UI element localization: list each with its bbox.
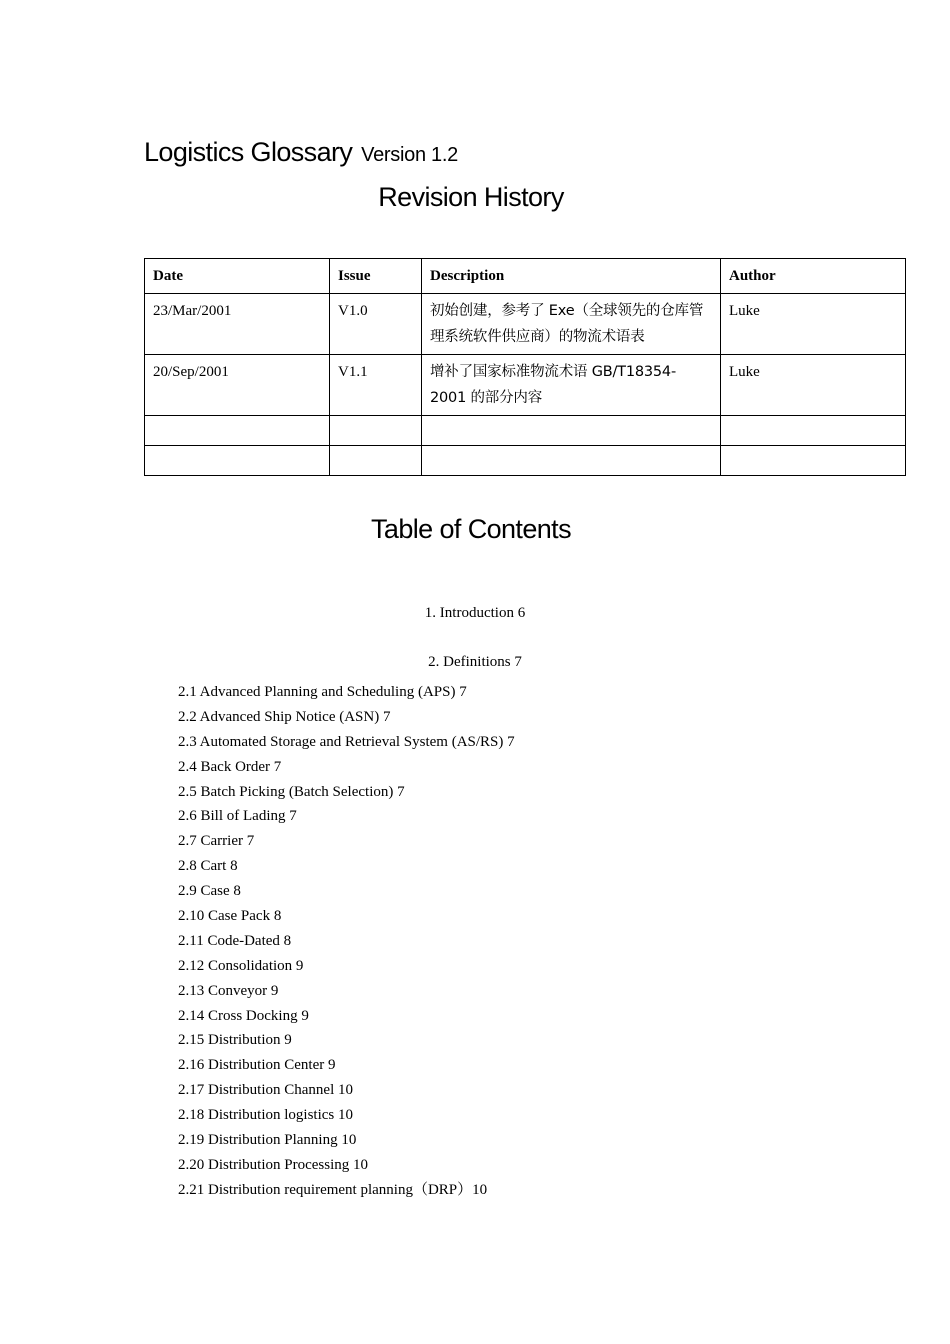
cell-empty: [422, 416, 721, 446]
cell-issue: V1.1: [330, 355, 422, 416]
cell-empty: [330, 446, 422, 476]
revision-history-heading: Revision History: [378, 182, 564, 212]
toc-entry[interactable]: 2.11 Code-Dated 8: [178, 932, 292, 949]
toc-entry[interactable]: 2.16 Distribution Center 9: [178, 1057, 336, 1074]
version-text: Version 1.2: [361, 144, 458, 166]
toc-entry[interactable]: 2.21 Distribution requirement planning（DRP）10: [178, 1181, 488, 1198]
toc-entry[interactable]: 2.9 Case 8: [178, 883, 241, 900]
toc-entry[interactable]: 2.2 Advanced Ship Notice (ASN) 7: [178, 708, 391, 725]
toc-entry[interactable]: 2.7 Carrier 7: [178, 833, 255, 850]
table-row-empty: [145, 416, 906, 446]
toc-heading: Table of Contents: [371, 514, 571, 544]
toc-entry[interactable]: 2.18 Distribution logistics 10: [178, 1107, 354, 1124]
toc-entry[interactable]: 2.4 Back Order 7: [178, 758, 282, 775]
revision-history-table: [144, 258, 906, 476]
toc-entry[interactable]: 2.6 Bill of Lading 7: [178, 808, 297, 825]
table-row: [145, 294, 906, 355]
column-header-description: Description: [422, 259, 721, 294]
cell-author: Luke: [721, 294, 906, 355]
toc-entry[interactable]: 2.15 Distribution 9: [178, 1032, 292, 1049]
cell-empty: [145, 416, 330, 446]
cell-empty: [721, 446, 906, 476]
document-title: [144, 132, 458, 169]
cell-author: Luke: [721, 355, 906, 416]
cell-issue: V1.0: [330, 294, 422, 355]
toc-subentry-list: [178, 682, 515, 1205]
cell-date: 23/Mar/2001: [145, 294, 330, 355]
toc-entry-introduction[interactable]: 1. Introduction 6: [424, 605, 526, 621]
cell-empty: [145, 446, 330, 476]
toc-entry[interactable]: 2.20 Distribution Processing 10: [178, 1156, 368, 1173]
toc-entry[interactable]: 2.19 Distribution Planning 10: [178, 1132, 357, 1149]
cell-description: 增补了国家标准物流术语 GB/T18354-2001 的部分内容: [422, 355, 721, 416]
column-header-author: Author: [721, 259, 906, 294]
toc-entry[interactable]: 2.1 Advanced Planning and Scheduling (APS) 7: [178, 684, 467, 700]
cell-date: 20/Sep/2001: [145, 355, 330, 416]
table-row-empty: [145, 446, 906, 476]
cell-empty: [422, 446, 721, 476]
toc-entry-definitions[interactable]: 2. Definitions 7: [428, 654, 522, 670]
column-header-date: Date: [145, 259, 330, 294]
title-text: Logistics Glossary: [144, 137, 353, 167]
toc-entry[interactable]: 2.14 Cross Docking 9: [178, 1007, 309, 1024]
column-header-issue: Issue: [330, 259, 422, 294]
table-header-row: [145, 259, 906, 294]
cell-empty: [330, 416, 422, 446]
toc-entry[interactable]: 2.10 Case Pack 8: [178, 908, 282, 925]
toc-entry[interactable]: 2.3 Automated Storage and Retrieval System (AS/RS) 7: [178, 733, 515, 750]
toc-entry[interactable]: 2.13 Conveyor 9: [178, 982, 279, 999]
toc-entry[interactable]: 2.5 Batch Picking (Batch Selection) 7: [178, 783, 405, 800]
cell-empty: [721, 416, 906, 446]
cell-description: 初始创建，参考了 Exe（全球领先的仓库管理系统软件供应商）的物流术语表: [422, 294, 721, 355]
toc-entry[interactable]: 2.8 Cart 8: [178, 858, 238, 875]
table-row: [145, 355, 906, 416]
toc-entry[interactable]: 2.17 Distribution Channel 10: [178, 1082, 353, 1099]
toc-entry[interactable]: 2.12 Consolidation 9: [178, 957, 304, 974]
